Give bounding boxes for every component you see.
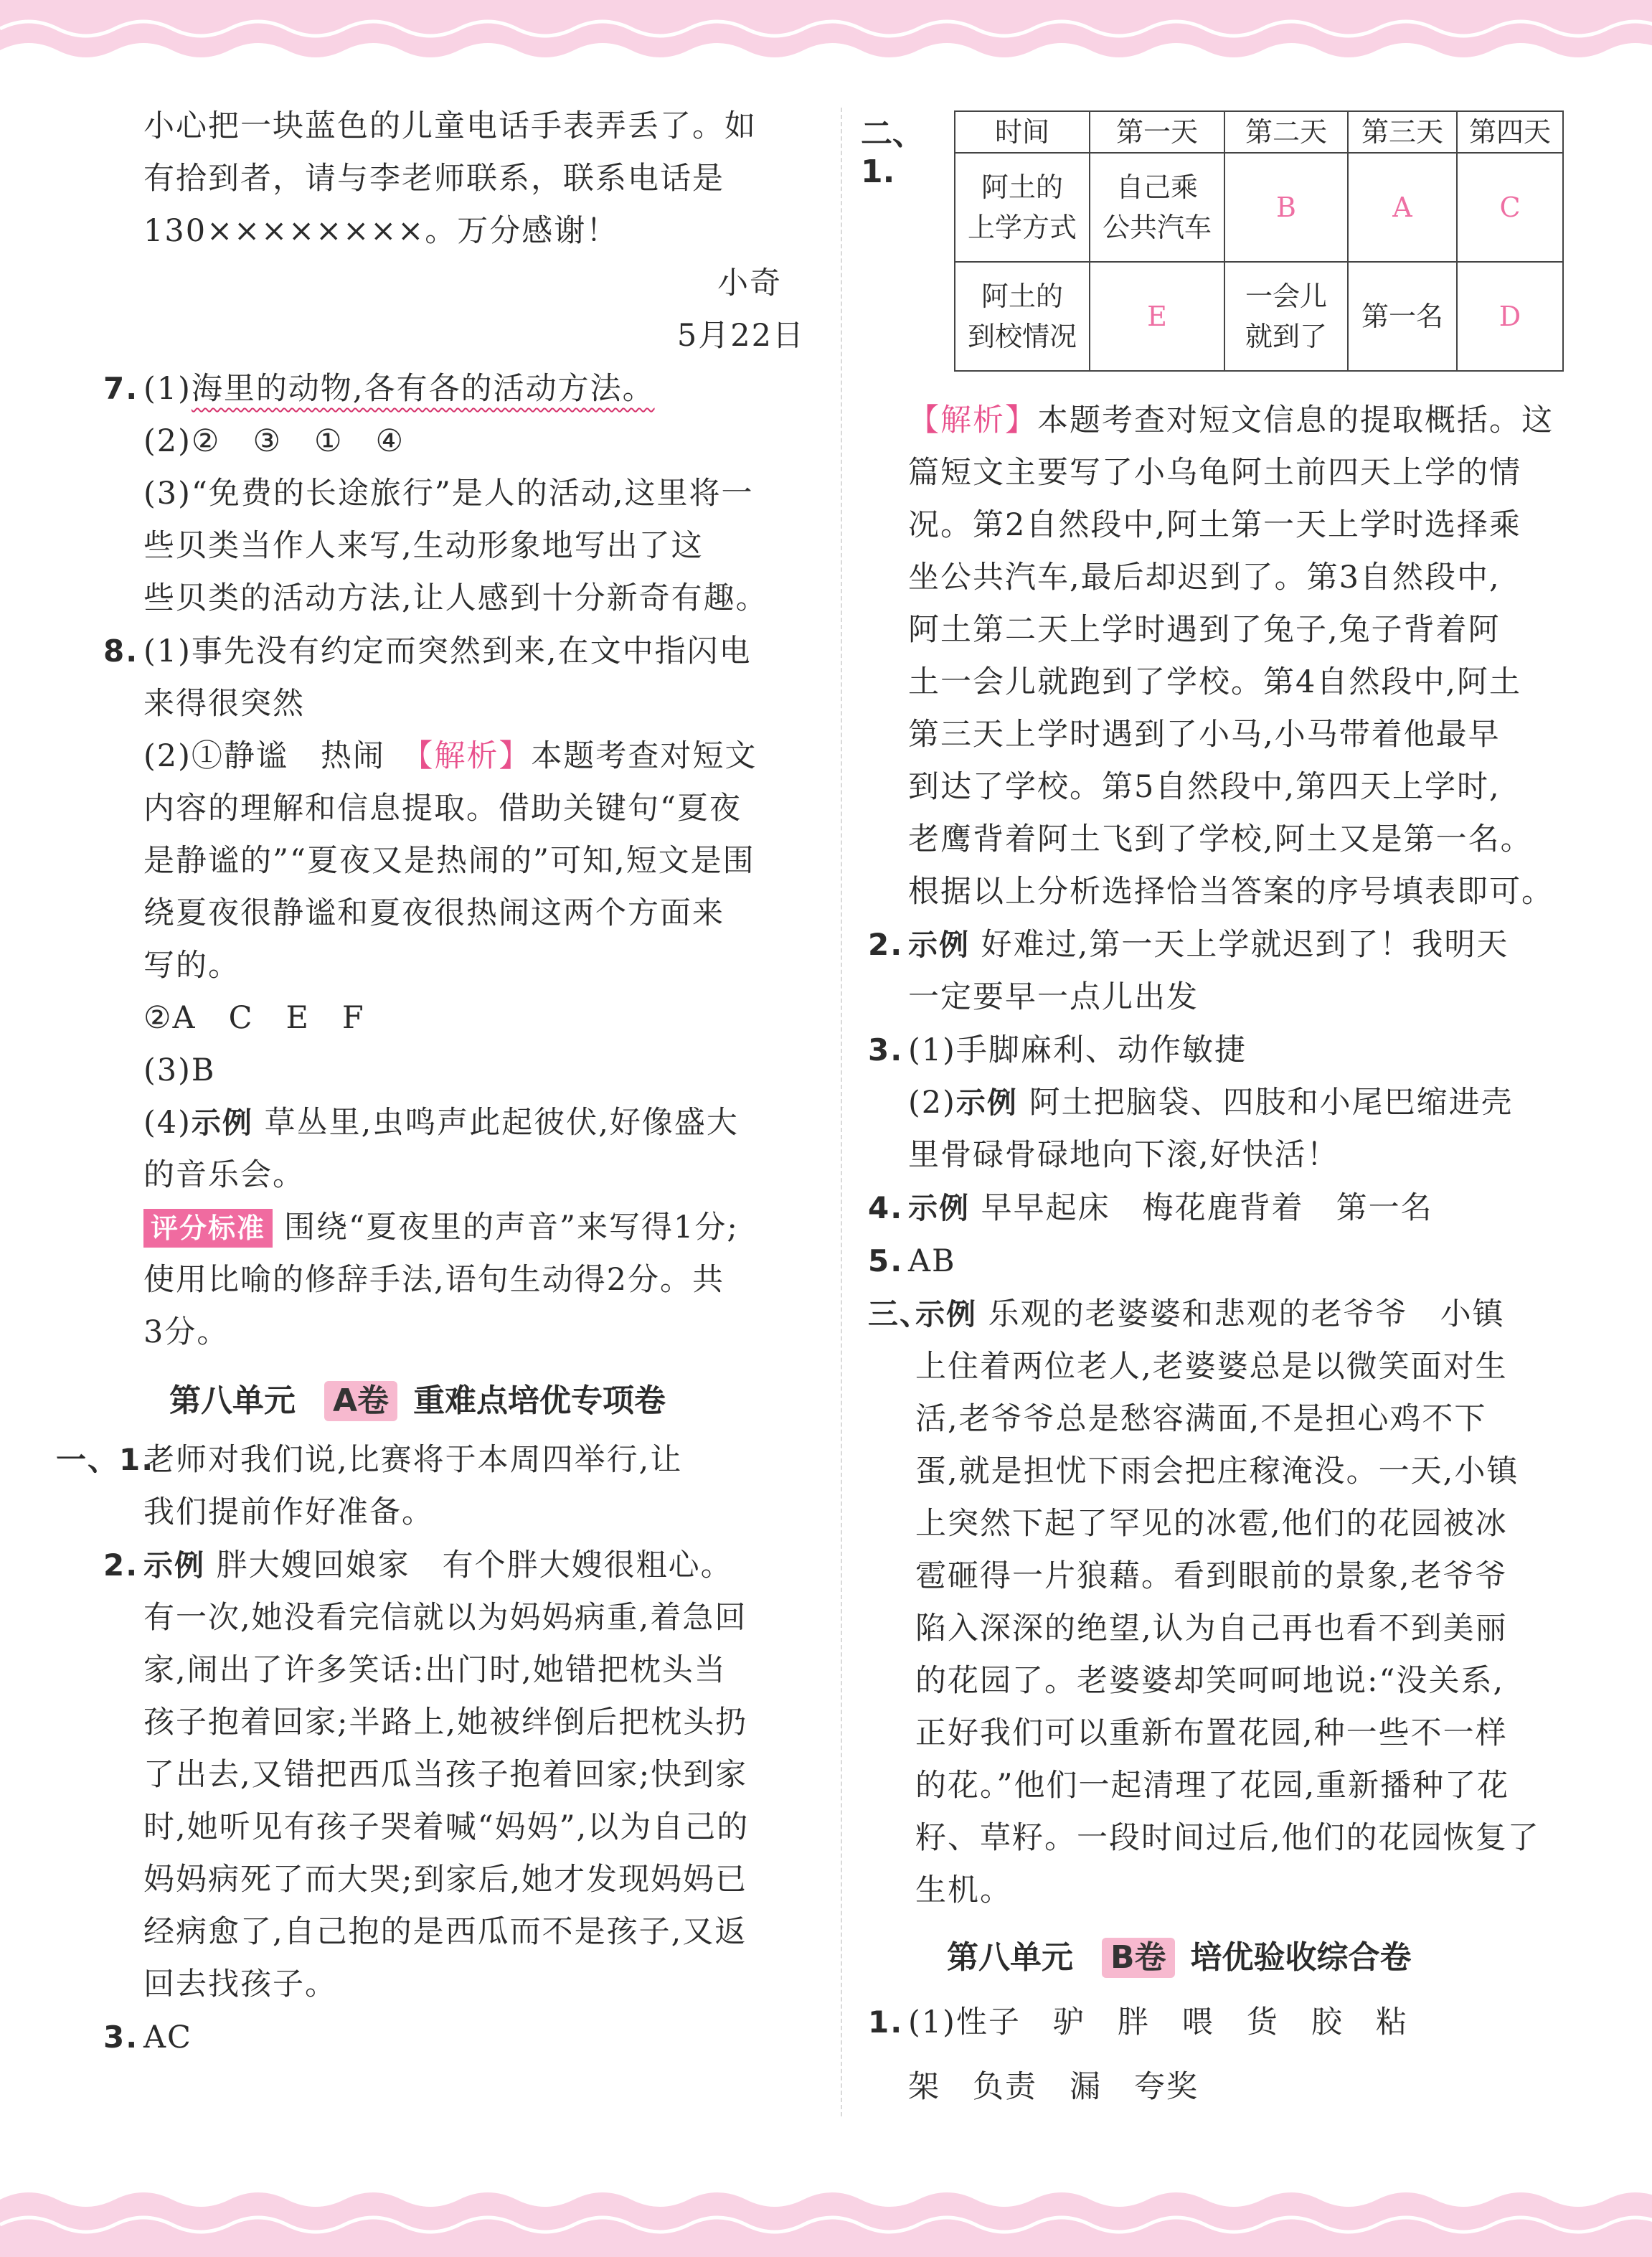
- answer-text: 时,她听见有孩子哭着喊“妈妈”,以为自己的: [143, 1809, 750, 1845]
- answer-text: (3)“免费的长途旅行”是人的活动,这里将一: [143, 476, 754, 512]
- scoring-badge: 评分标准: [143, 1209, 273, 1248]
- table-cell: E: [1090, 262, 1224, 371]
- answer-text: 一定要早一点儿出发: [908, 979, 1199, 1015]
- table-header-cell: 时间: [955, 111, 1090, 153]
- answer-text: 蛋,就是担忧下雨会把庄稼淹没。一天,小镇: [915, 1453, 1519, 1489]
- example-keyword: 示例: [915, 1297, 977, 1332]
- unit-title: 第八单元: [947, 1939, 1073, 1976]
- table-cell: C: [1457, 153, 1563, 262]
- example-keyword: 示例: [143, 1548, 205, 1583]
- volume-tag: B卷: [1102, 1938, 1175, 1978]
- unit-name: 重难点培优专项卷: [413, 1382, 666, 1419]
- example-keyword: 示例: [908, 928, 970, 962]
- question-number: 7.: [103, 371, 139, 406]
- answer-text: 里骨碌骨碌地向下滚,好快活！: [908, 1137, 1339, 1173]
- analysis-tag: 【解析】: [908, 402, 1037, 438]
- analysis-text: 第三天上学时遇到了小马,小马带着他最早: [908, 717, 1501, 753]
- answer-text: 架 负责 漏 夸奖: [908, 2069, 1199, 2105]
- question-number: 3.: [103, 2020, 139, 2055]
- answer-prefix: (4): [143, 1105, 192, 1141]
- unit-title: 第八单元: [169, 1382, 296, 1419]
- section-1: [56, 1433, 811, 1539]
- question-number: 8.: [103, 633, 139, 669]
- analysis-tag: 【解析】: [417, 738, 532, 774]
- table-row: [955, 262, 1563, 371]
- answer-text: (1)事先没有约定而突然到来,在文中指闪电: [143, 633, 752, 669]
- answer-text: 雹砸得一片狼藉。看到眼前的景象,老爷爷: [915, 1558, 1508, 1594]
- section-1-q2: [103, 1539, 811, 2011]
- answer-prefix: (2): [908, 1085, 956, 1121]
- answer-text: 阿土把脑袋、四肢和小尾巴缩进壳: [1017, 1085, 1514, 1121]
- answer-text: 籽、草籽。一段时间过后,他们的花园恢复了: [915, 1820, 1540, 1856]
- answer-text: 了出去,又错把西瓜当孩子抱着回家;快到家: [143, 1757, 748, 1793]
- question-7: [103, 362, 811, 625]
- table-row-label: 阿土的 到校情况: [955, 262, 1090, 371]
- table-cell: D: [1457, 262, 1563, 371]
- analysis-text: 土一会儿就跑到了学校。第4自然段中,阿土: [908, 664, 1522, 700]
- answer-text: 内容的理解和信息提取。借助关键句“夏夜: [143, 791, 742, 826]
- analysis-text: 况。第2自然段中,阿土第一天上学时选择乘: [908, 507, 1522, 543]
- analysis-text: 阿土第二天上学时遇到了兔子,兔子背着阿: [908, 612, 1501, 648]
- table-cell: 自己乘 公共汽车: [1090, 153, 1224, 262]
- answer-text: AB: [908, 1243, 956, 1279]
- table-row: [955, 153, 1563, 262]
- answer-text: 生机。: [915, 1872, 1012, 1908]
- unit-heading-a: [143, 1369, 811, 1433]
- analysis-text: 到达了学校。第5自然段中,第四天上学时,: [908, 769, 1501, 805]
- answer-text: 家,闹出了许多笑话:出门时,她错把枕头当: [143, 1652, 727, 1688]
- right-column: [861, 100, 1571, 2119]
- section-b-q1: [868, 1990, 1571, 2119]
- question-number: 1.: [868, 2004, 904, 2040]
- example-keyword: 示例: [908, 1191, 970, 1225]
- analysis-text: 本题考查对短文信息的提取概括。这: [1037, 402, 1554, 438]
- answer-text: 的花。”他们一起清理了花园,重新播种了花: [915, 1768, 1510, 1804]
- question-number: 4.: [868, 1190, 904, 1225]
- question-number: 2.: [103, 1547, 139, 1583]
- table-cell: A: [1348, 153, 1457, 262]
- left-column: [56, 100, 811, 2064]
- answer-text: (1)性子 驴 胖 喂 货 胶 粘: [908, 2004, 1408, 2040]
- answer-text: (2)② ③ ① ④: [143, 423, 405, 459]
- notice-text: [143, 100, 811, 362]
- answer-prefix: (1): [143, 371, 192, 407]
- answer-text: (1)手脚麻利、动作敏捷: [908, 1032, 1247, 1068]
- notice-date: 5月22日: [676, 318, 805, 354]
- question-8: [103, 625, 811, 1359]
- answer-text: 有一次,她没看完信就以为妈妈病重,着急回: [143, 1600, 747, 1636]
- answer-text: 回去找孩子。: [143, 1966, 337, 2002]
- notice-line: 130××××××××。万分感谢！: [143, 213, 619, 249]
- answer-text: 上住着两位老人,老婆婆总是以微笑面对生: [915, 1349, 1508, 1385]
- answer-table: [954, 110, 1564, 372]
- table-header-cell: 第二天: [1224, 111, 1348, 153]
- table-cell: 一会儿 就到了: [1224, 262, 1348, 371]
- table-header-cell: 第一天: [1090, 111, 1224, 153]
- notice-signer: 小奇: [717, 265, 782, 301]
- answer-text: 些贝类当作人来写,生动形象地写出了这: [143, 528, 704, 564]
- scoring-text: 使用比喻的修辞手法,语句生动得2分。共: [143, 1262, 725, 1298]
- question-number: 3.: [868, 1032, 904, 1068]
- answer-text: 上突然下起了罕见的冰雹,他们的花园被冰: [915, 1506, 1508, 1542]
- analysis-text: 篇短文主要写了小乌龟阿土前四天上学的情: [908, 455, 1521, 491]
- top-decorative-band: [0, 0, 1652, 79]
- unit-heading-b: [868, 1926, 1571, 1990]
- section-2-q1: [861, 100, 1571, 395]
- table-cell: B: [1224, 153, 1348, 262]
- answer-text: (3)B: [143, 1052, 216, 1088]
- column-divider: [841, 108, 842, 2116]
- question-number: 二、1.: [861, 116, 924, 190]
- answer-text: 我们提前作好准备。: [143, 1494, 434, 1530]
- scoring-text: 3分。: [143, 1314, 230, 1350]
- answer-text: 的音乐会。: [143, 1157, 305, 1193]
- question-number: 一、1.: [56, 1442, 155, 1477]
- notice-line: 小心把一块蓝色的儿童电话手表弄丢了。如: [143, 108, 757, 144]
- answer-text: 草丛里,虫鸣声此起彼伏,好像盛大: [252, 1105, 739, 1141]
- answer-text: 海里的动物,各有各的活动方法。: [191, 371, 655, 407]
- answer-text: 经病愈了,自己抱的是西瓜而不是孩子,又返: [143, 1914, 747, 1950]
- notice-line: 有拾到者，请与李老师联系，联系电话是: [143, 161, 724, 197]
- unit-name: 培优验收综合卷: [1190, 1939, 1412, 1976]
- volume-tag: A卷: [324, 1381, 397, 1421]
- table-header-cell: 第四天: [1457, 111, 1563, 153]
- answer-text: 正好我们可以重新布置花园,种一些不一样: [915, 1715, 1508, 1751]
- answer-text: ②A C E F: [143, 1000, 365, 1036]
- table-cell: 第一名: [1348, 262, 1457, 371]
- question-number: 2.: [868, 927, 904, 962]
- scoring-text: 围绕“夏夜里的声音”来写得1分;: [284, 1210, 739, 1245]
- analysis-text: 坐公共汽车,最后却迟到了。第3自然段中,: [908, 560, 1501, 595]
- analysis-block: [868, 395, 1571, 918]
- answer-text: 孩子抱着回家;半路上,她被绊倒后把枕头扔: [143, 1705, 748, 1740]
- table-header-row: [955, 111, 1563, 153]
- question-number: 三、: [868, 1296, 932, 1332]
- analysis-text: 老鹰背着阿土飞到了学校,阿土又是第一名。: [908, 821, 1533, 857]
- answer-text: 早早起床 梅花鹿背着 第一名: [970, 1190, 1433, 1226]
- answer-text: 好难过,第一天上学就迟到了！我明天: [970, 927, 1509, 963]
- table-header-cell: 第三天: [1348, 111, 1457, 153]
- answer-text: 乐观的老婆婆和悲观的老爷爷 小镇: [977, 1296, 1505, 1332]
- answer-text: 来得很突然: [143, 686, 305, 722]
- table-row-label: 阿土的 上学方式: [955, 153, 1090, 262]
- answer-text: 本题考查对短文: [531, 738, 757, 774]
- answer-text: (2)①静谧 热闹: [143, 738, 417, 774]
- example-keyword: 示例: [955, 1085, 1018, 1120]
- answer-text: 陷入深深的绝望,认为自己再也看不到美丽: [915, 1611, 1508, 1646]
- example-keyword: 示例: [191, 1106, 253, 1140]
- answer-text: 老师对我们说,比赛将于本周四举行,让: [143, 1442, 683, 1478]
- section-2-rest: [868, 918, 1571, 1288]
- answer-text: 妈妈病死了而大哭;到家后,她才发现妈妈已: [143, 1862, 748, 1898]
- answer-text: AC: [143, 2020, 192, 2055]
- answer-text: 写的。: [143, 948, 240, 984]
- answer-text: 些贝类的活动方法,让人感到十分新奇有趣。: [143, 580, 768, 616]
- answer-text: 是静谧的”“夏夜又是热闹的”可知,短文是围: [143, 843, 755, 879]
- analysis-text: 根据以上分析选择恰当答案的序号填表即可。: [908, 874, 1554, 910]
- section-3: [868, 1288, 1571, 1917]
- answer-text: 活,老爷爷总是愁容满面,不是担心鸡不下: [915, 1401, 1487, 1437]
- question-number: 5.: [868, 1243, 904, 1278]
- bottom-decorative-band: [0, 2178, 1652, 2257]
- section-1-q3: [103, 2011, 811, 2064]
- answer-text: 胖大嫂回娘家 有个胖大嫂很粗心。: [205, 1547, 733, 1583]
- answer-text: 的花园了。老婆婆却笑呵呵地说:“没关系,: [915, 1663, 1505, 1699]
- answer-text: 绕夏夜很静谧和夏夜很热闹这两个方面来: [143, 895, 724, 931]
